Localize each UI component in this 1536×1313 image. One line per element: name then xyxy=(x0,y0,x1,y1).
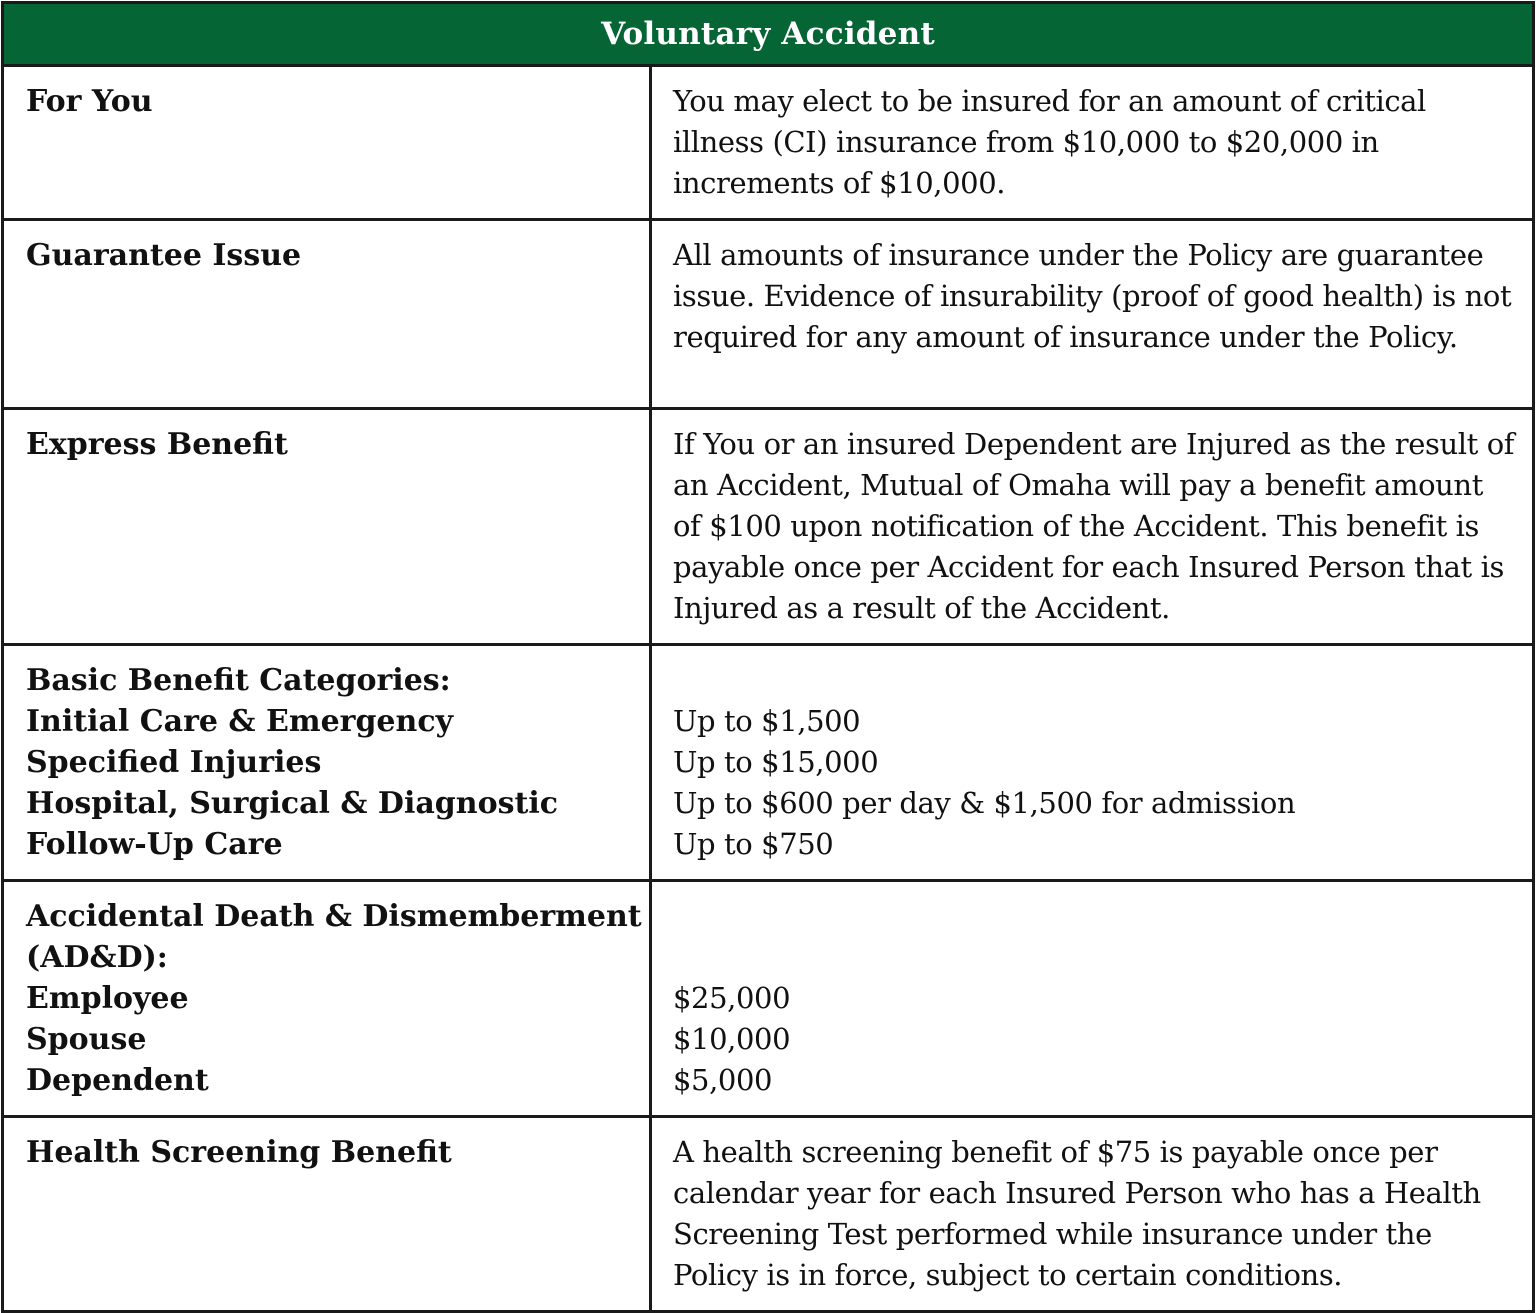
row-label: Health Screening Benefit xyxy=(3,1117,651,1312)
category-label: Specified Injuries xyxy=(26,745,322,780)
section-heading: Basic Benefit Categories: xyxy=(26,663,451,698)
category-label: Follow-Up Care xyxy=(26,827,283,862)
coverage-label: Employee xyxy=(26,981,189,1016)
row-value xyxy=(651,66,1534,220)
category-value: Up to $15,000 xyxy=(673,745,879,779)
row-value-text: You may elect to be insured for an amount of critical illness (CI) insurance from $10,000 to $20,000 in increments of $10,000. xyxy=(673,84,1426,200)
table-row-add xyxy=(3,881,1534,1117)
table-header-row xyxy=(3,3,1534,66)
coverage-value: $25,000 xyxy=(673,981,791,1015)
spacer xyxy=(673,660,1516,701)
table-row-express-benefit xyxy=(3,409,1534,645)
row-label: Express Benefit xyxy=(3,409,651,645)
row-label: Guarantee Issue xyxy=(3,220,651,409)
category-label: Initial Care & Emergency xyxy=(26,704,454,739)
row-value xyxy=(651,409,1534,645)
coverage-value: $5,000 xyxy=(673,1063,773,1097)
table-row-guarantee-issue xyxy=(3,220,1534,409)
table-row-health-screening-benefit xyxy=(3,1117,1534,1312)
coverage-label: Spouse xyxy=(26,1022,147,1057)
section-heading: Accidental Death & Dismemberment xyxy=(26,899,642,934)
spacer xyxy=(673,937,1516,978)
table-row-basic-benefit-categories xyxy=(3,645,1534,881)
category-value: Up to $600 per day & $1,500 for admission xyxy=(673,786,1296,820)
coverage-label: Dependent xyxy=(26,1063,209,1098)
spacer xyxy=(673,896,1516,937)
table-title: Voluntary Accident xyxy=(3,3,1534,66)
row-label: For You xyxy=(3,66,651,220)
coverage-value: $10,000 xyxy=(673,1022,791,1056)
row-label-group xyxy=(3,645,651,881)
row-value xyxy=(651,1117,1534,1312)
row-value-text: A health screening benefit of $75 is payable once per calendar year for each Insured Person who has a Health Screening Test performed while insurance under the Policy is in force, subject to certain conditions. xyxy=(673,1135,1481,1292)
category-value: Up to $750 xyxy=(673,827,834,861)
row-value-group xyxy=(651,881,1534,1117)
row-value-group xyxy=(651,645,1534,881)
section-heading: (AD&D): xyxy=(26,940,168,975)
row-value-text: All amounts of insurance under the Policy are guarantee issue. Evidence of insurability (proof of good health) is not required for any amount of insurance under the Policy. xyxy=(673,238,1512,354)
category-value: Up to $1,500 xyxy=(673,704,861,738)
voluntary-accident-table xyxy=(1,1,1535,1313)
row-value xyxy=(651,220,1534,409)
row-label-group xyxy=(3,881,651,1117)
table-row-for-you xyxy=(3,66,1534,220)
row-value-text: If You or an insured Dependent are Injured as the result of an Accident, Mutual of Omaha will pay a benefit amount of $100 upon notification of the Accident. This benefit is payable once per Accident for each Insured Person that is Injured as a result of the Accident. xyxy=(673,427,1515,625)
category-label: Hospital, Surgical & Diagnostic xyxy=(26,786,558,821)
